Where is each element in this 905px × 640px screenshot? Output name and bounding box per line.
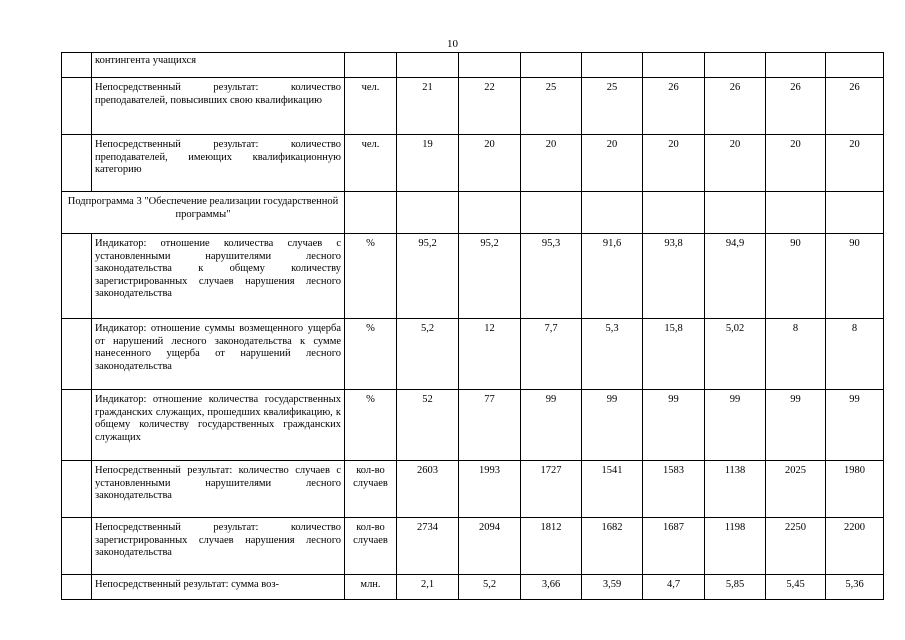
unit-cell: %: [345, 234, 397, 319]
unit-cell: кол-во случаев: [345, 518, 397, 575]
value-cell: 2603: [397, 461, 459, 518]
value-cell: 8: [826, 319, 884, 390]
unit-cell: [345, 53, 397, 78]
value-cell: 77: [459, 390, 521, 461]
value-cell: 1682: [582, 518, 643, 575]
value-cell: 5,36: [826, 575, 884, 600]
value-cell: 91,6: [582, 234, 643, 319]
value-cell: 15,8: [643, 319, 705, 390]
value-cell: 22: [459, 78, 521, 135]
value-cell: 26: [826, 78, 884, 135]
value-cell: 99: [643, 390, 705, 461]
table-row: [62, 390, 884, 461]
value-cell: 1541: [582, 461, 643, 518]
value-cell: 1198: [705, 518, 766, 575]
value-cell: 99: [521, 390, 582, 461]
index-cell: [62, 390, 92, 461]
description-cell: Индикатор: отношение количества случаев с установленными нарушителями лесного законодательства к общему количеству зарегистрированных случаев нарушения лесного законодательства: [92, 234, 345, 319]
unit-cell: %: [345, 319, 397, 390]
value-cell: [582, 192, 643, 234]
description-cell: Непосредственный результат: количество преподавателей, имеющих квалификационную категорию: [92, 135, 345, 192]
value-cell: 25: [521, 78, 582, 135]
value-cell: 2250: [766, 518, 826, 575]
index-cell: [62, 53, 92, 78]
value-cell: [826, 53, 884, 78]
value-cell: 1980: [826, 461, 884, 518]
description-cell: Индикатор: отношение количества государственных гражданских служащих, прошедших квалификацию, к общему количеству государственных гражданских служащих: [92, 390, 345, 461]
unit-cell: чел.: [345, 135, 397, 192]
index-cell: [62, 234, 92, 319]
value-cell: 5,3: [582, 319, 643, 390]
table-row: [62, 461, 884, 518]
value-cell: [766, 53, 826, 78]
description-cell: Индикатор: отношение суммы возмещенного ущерба от нарушений лесного законодательства к сумме нанесенного ущерба от нарушений лесного законодательства: [92, 319, 345, 390]
table-row: [62, 53, 884, 78]
value-cell: 5,02: [705, 319, 766, 390]
value-cell: 95,3: [521, 234, 582, 319]
value-cell: [643, 192, 705, 234]
value-cell: 20: [705, 135, 766, 192]
description-cell: Непосредственный результат: количество преподавателей, повысивших свою квалификацию: [92, 78, 345, 135]
value-cell: [521, 53, 582, 78]
value-cell: 94,9: [705, 234, 766, 319]
table-row: [62, 234, 884, 319]
unit-cell: кол-во случаев: [345, 461, 397, 518]
value-cell: 12: [459, 319, 521, 390]
index-cell: [62, 135, 92, 192]
unit-cell: %: [345, 390, 397, 461]
indicator-table: [61, 52, 884, 600]
index-cell: [62, 575, 92, 600]
value-cell: 1993: [459, 461, 521, 518]
table-body: [62, 53, 884, 600]
subprogram-title: Подпрограмма 3 "Обеспечение реализации государственной программы": [62, 192, 345, 234]
value-cell: [705, 53, 766, 78]
description-cell: Непосредственный результат: количество случаев с установленными нарушителями лесного законодательства: [92, 461, 345, 518]
description-cell: контингента учащихся: [92, 53, 345, 78]
value-cell: 5,45: [766, 575, 826, 600]
value-cell: 99: [766, 390, 826, 461]
value-cell: 20: [766, 135, 826, 192]
value-cell: 99: [826, 390, 884, 461]
description-cell: Непосредственный результат: количество зарегистрированных случаев нарушения лесного законодательства: [92, 518, 345, 575]
value-cell: [459, 53, 521, 78]
unit-cell: [345, 192, 397, 234]
value-cell: 3,59: [582, 575, 643, 600]
value-cell: 20: [521, 135, 582, 192]
value-cell: [521, 192, 582, 234]
value-cell: 2734: [397, 518, 459, 575]
table-row: [62, 319, 884, 390]
unit-cell: млн.: [345, 575, 397, 600]
value-cell: 7,7: [521, 319, 582, 390]
value-cell: 90: [766, 234, 826, 319]
value-cell: 95,2: [397, 234, 459, 319]
value-cell: 20: [826, 135, 884, 192]
value-cell: 1812: [521, 518, 582, 575]
value-cell: 2,1: [397, 575, 459, 600]
value-cell: [397, 192, 459, 234]
value-cell: 20: [643, 135, 705, 192]
unit-cell: чел.: [345, 78, 397, 135]
value-cell: [397, 53, 459, 78]
table-row: [62, 135, 884, 192]
description-cell: Непосредственный результат: сумма воз-: [92, 575, 345, 600]
value-cell: 19: [397, 135, 459, 192]
value-cell: [643, 53, 705, 78]
value-cell: 99: [582, 390, 643, 461]
value-cell: 20: [459, 135, 521, 192]
index-cell: [62, 518, 92, 575]
value-cell: [826, 192, 884, 234]
value-cell: 2025: [766, 461, 826, 518]
value-cell: [582, 53, 643, 78]
index-cell: [62, 461, 92, 518]
value-cell: 1583: [643, 461, 705, 518]
page-number: 10: [447, 38, 458, 50]
value-cell: 26: [643, 78, 705, 135]
value-cell: 5,85: [705, 575, 766, 600]
value-cell: [766, 192, 826, 234]
index-cell: [62, 319, 92, 390]
value-cell: 8: [766, 319, 826, 390]
value-cell: 21: [397, 78, 459, 135]
value-cell: 95,2: [459, 234, 521, 319]
table-row: [62, 192, 884, 234]
index-cell: [62, 78, 92, 135]
value-cell: 5,2: [459, 575, 521, 600]
value-cell: [705, 192, 766, 234]
value-cell: 26: [705, 78, 766, 135]
value-cell: 1138: [705, 461, 766, 518]
table-row: [62, 575, 884, 600]
value-cell: 3,66: [521, 575, 582, 600]
value-cell: 90: [826, 234, 884, 319]
value-cell: 5,2: [397, 319, 459, 390]
value-cell: 2200: [826, 518, 884, 575]
value-cell: 20: [582, 135, 643, 192]
value-cell: 1687: [643, 518, 705, 575]
table-row: [62, 78, 884, 135]
value-cell: 2094: [459, 518, 521, 575]
value-cell: 4,7: [643, 575, 705, 600]
table-row: [62, 518, 884, 575]
value-cell: 1727: [521, 461, 582, 518]
value-cell: 26: [766, 78, 826, 135]
value-cell: [459, 192, 521, 234]
value-cell: 93,8: [643, 234, 705, 319]
value-cell: 25: [582, 78, 643, 135]
value-cell: 99: [705, 390, 766, 461]
value-cell: 52: [397, 390, 459, 461]
